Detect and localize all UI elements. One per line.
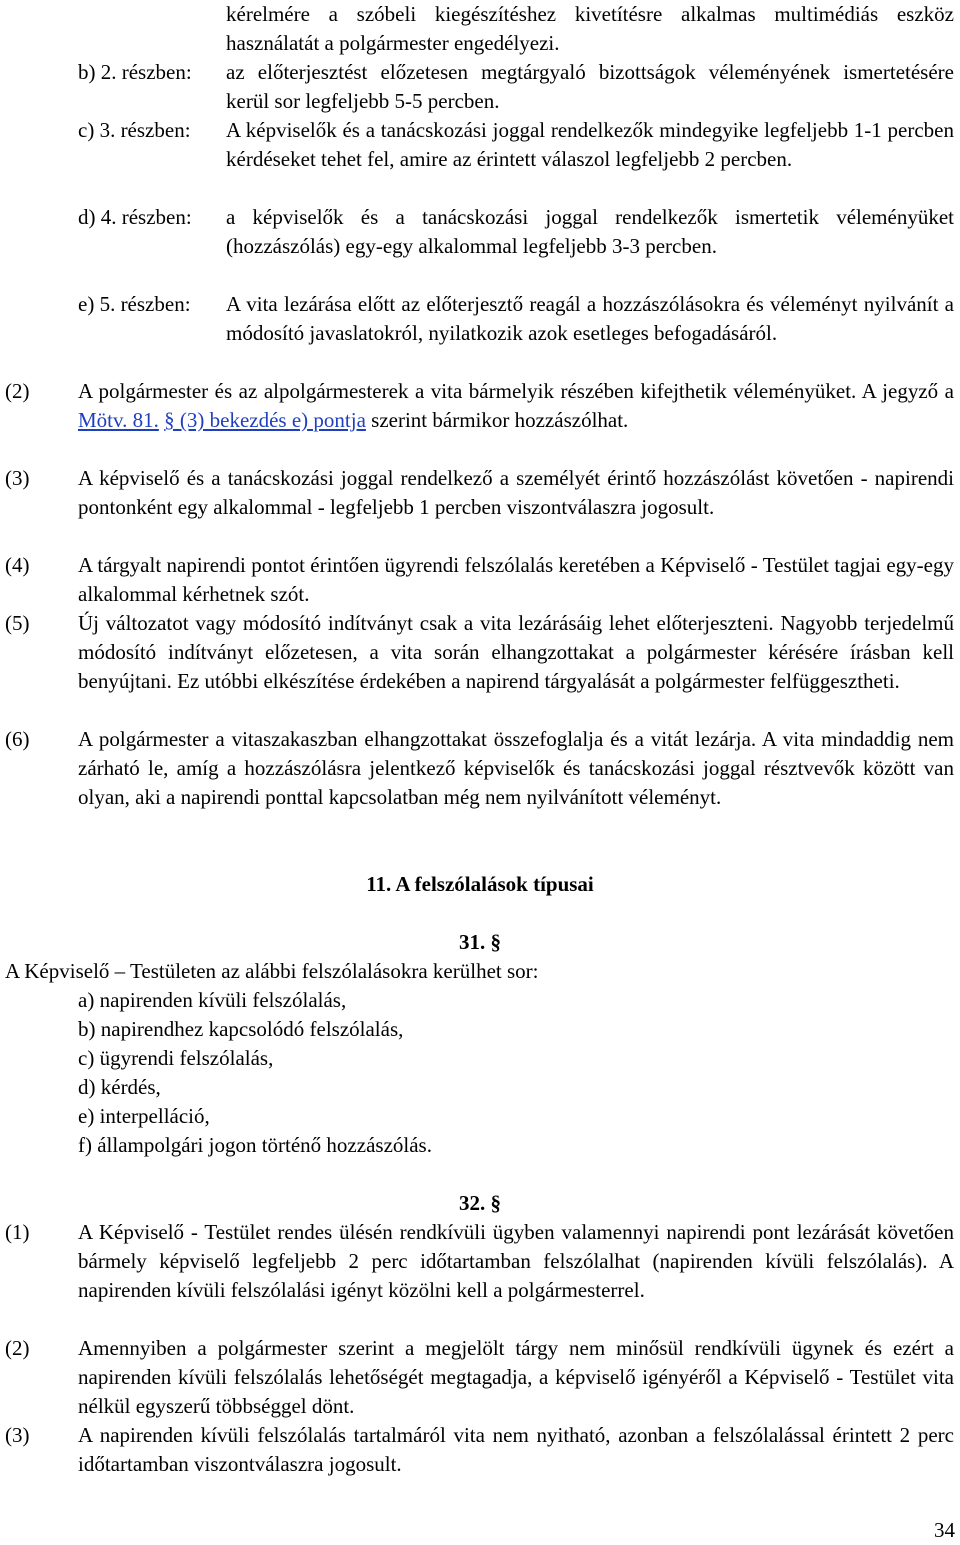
paragraph-2: [78, 377, 954, 435]
part-label-e: e) 5. részben:: [78, 292, 191, 316]
section-sign-31: §: [490, 930, 501, 954]
section-sign-32: §: [490, 1191, 501, 1215]
paragraph-number-2: (2): [5, 379, 30, 403]
paragraph-number-5: (5): [5, 611, 30, 635]
paragraph-2-text-before: A polgármester és az alpolgármesterek a vita bármelyik részében kifejthetik véleményüket. A jegyző a: [78, 379, 954, 403]
section-32-number: 32.: [459, 1191, 486, 1215]
section-31-number: 31.: [459, 930, 486, 954]
list-item: b) napirendhez kapcsolódó felszólalás,: [78, 1017, 404, 1041]
paragraph-number-6: (6): [5, 727, 30, 751]
paragraph-number-3: (3): [5, 466, 30, 490]
section-32-number-1: (1): [5, 1220, 30, 1244]
paragraph-5: Új változatot vagy módosító indítványt csak a vita lezárásáig lehet előterjeszteni. Nagyobb terjedelmű módosító indítványt előzetesen, a vita során elhangzottakat a polgármester kérésére írásban kell benyújtani. Ez utóbbi elkészítése érdekében a napirend tárgyalását a polgármester felfüggesztheti.: [78, 611, 954, 693]
section-32-paragraph-2: Amennyiben a polgármester szerint a megjelölt tárgy nem minősül rendkívüli ügynek és ezért a napirenden kívüli felszólalás lehetőségét megtagadja, a képviselő igényéről a Képviselő - Testület vita nélkül egyszerű többséggel dönt.: [78, 1336, 954, 1418]
motv-link[interactable]: Mötv. 81.: [78, 408, 159, 432]
section-32-heading: [0, 1189, 960, 1218]
part-text-c: A képviselők és a tanácskozási joggal rendelkezők mindegyike legfeljebb 1-1 percben kérdéseket tehet fel, amire az érintett válaszol legfeljebb 2 percben.: [226, 118, 954, 171]
chapter-title: 11. A felszólalások típusai: [366, 872, 594, 896]
part-text-d: a képviselők és a tanácskozási joggal rendelkezők ismertetik véleményüket (hozzászólás) egy-egy alkalommal legfeljebb 3-3 percben.: [226, 205, 954, 258]
paragraph-number-4: (4): [5, 553, 30, 577]
part-label-d: d) 4. részben:: [78, 205, 192, 229]
part-label-c: c) 3. részben:: [78, 118, 191, 142]
paragraph-4: A tárgyalt napirendi pontot érintően ügyrendi felszólalás keretében a Képviselő - Testület tagjai egy-egy alkalommal kérhetnek szót.: [78, 553, 954, 606]
list-item: c) ügyrendi felszólalás,: [78, 1046, 274, 1070]
section-31-intro: A Képviselő – Testületen az alábbi felszólalásokra kerülhet sor:: [5, 959, 539, 983]
bekezdes-link[interactable]: § (3) bekezdés e) pontja: [164, 408, 366, 432]
paragraph-2-text-after: szerint bármikor hozzászólhat.: [365, 408, 629, 432]
section-32-number-2: (2): [5, 1336, 30, 1360]
paragraph-3: A képviselő és a tanácskozási joggal rendelkező a személyét érintő hozzászólást követően - napirendi pontonként egy alkalommal - legfeljebb 1 percben viszontválaszra jogosult.: [78, 466, 954, 519]
list-item: e) interpelláció,: [78, 1104, 210, 1128]
section-31-heading: [0, 928, 960, 957]
page-number: 34: [934, 1518, 955, 1542]
list-item: d) kérdés,: [78, 1075, 161, 1099]
section-32-number-3: (3): [5, 1423, 30, 1447]
part-label-b: b) 2. részben:: [78, 60, 192, 84]
list-item: a) napirenden kívüli felszólalás,: [78, 988, 347, 1012]
list-item: f) állampolgári jogon történő hozzászólás.: [78, 1133, 432, 1157]
paragraph-2-gutter: [0, 377, 78, 435]
section-32-paragraph-3: A napirenden kívüli felszólalás tartalmáról vita nem nyitható, azonban a felszólalással érintett 2 perc időtartamban viszontválaszra jogosult.: [78, 1423, 954, 1476]
paragraph-6: A polgármester a vitaszakaszban elhangzottakat összefoglalja és a vitát lezárja. A vita mindaddig nem zárható le, amíg a hozzászólásra jelentkező képviselők és tanácskozási joggal résztvevők között van olyan, aki a napirendi ponttal kapcsolatban még nem nyilvánított véleményt.: [78, 727, 954, 809]
part-text-b: az előterjesztést előzetesen megtárgyaló bizottságok véleményének ismertetésére kerül sor legfeljebb 5-5 percben.: [226, 60, 954, 113]
section-32-paragraph-1: A Képviselő - Testület rendes ülésén rendkívüli ügyben valamennyi napirendi pont lezárását követően bármely képviselő legfeljebb 2 perc időtartamban felszólalhat (napirenden kívüli felszólalás). A napirenden kívüli felszólalási igényt közölni kell a polgármesterrel.: [78, 1220, 954, 1302]
part-text-e: A vita lezárása előtt az előterjesztő reagál a hozzászólásokra és véleményt nyilvánít a módosító javaslatokról, nyilatkozik azok esetleges befogadásáról.: [226, 292, 954, 345]
continuation-text: kérelmére a szóbeli kiegészítéshez kivetítésre alkalmas multimédiás eszköz használatát a polgármester engedélyezi.: [226, 2, 954, 55]
